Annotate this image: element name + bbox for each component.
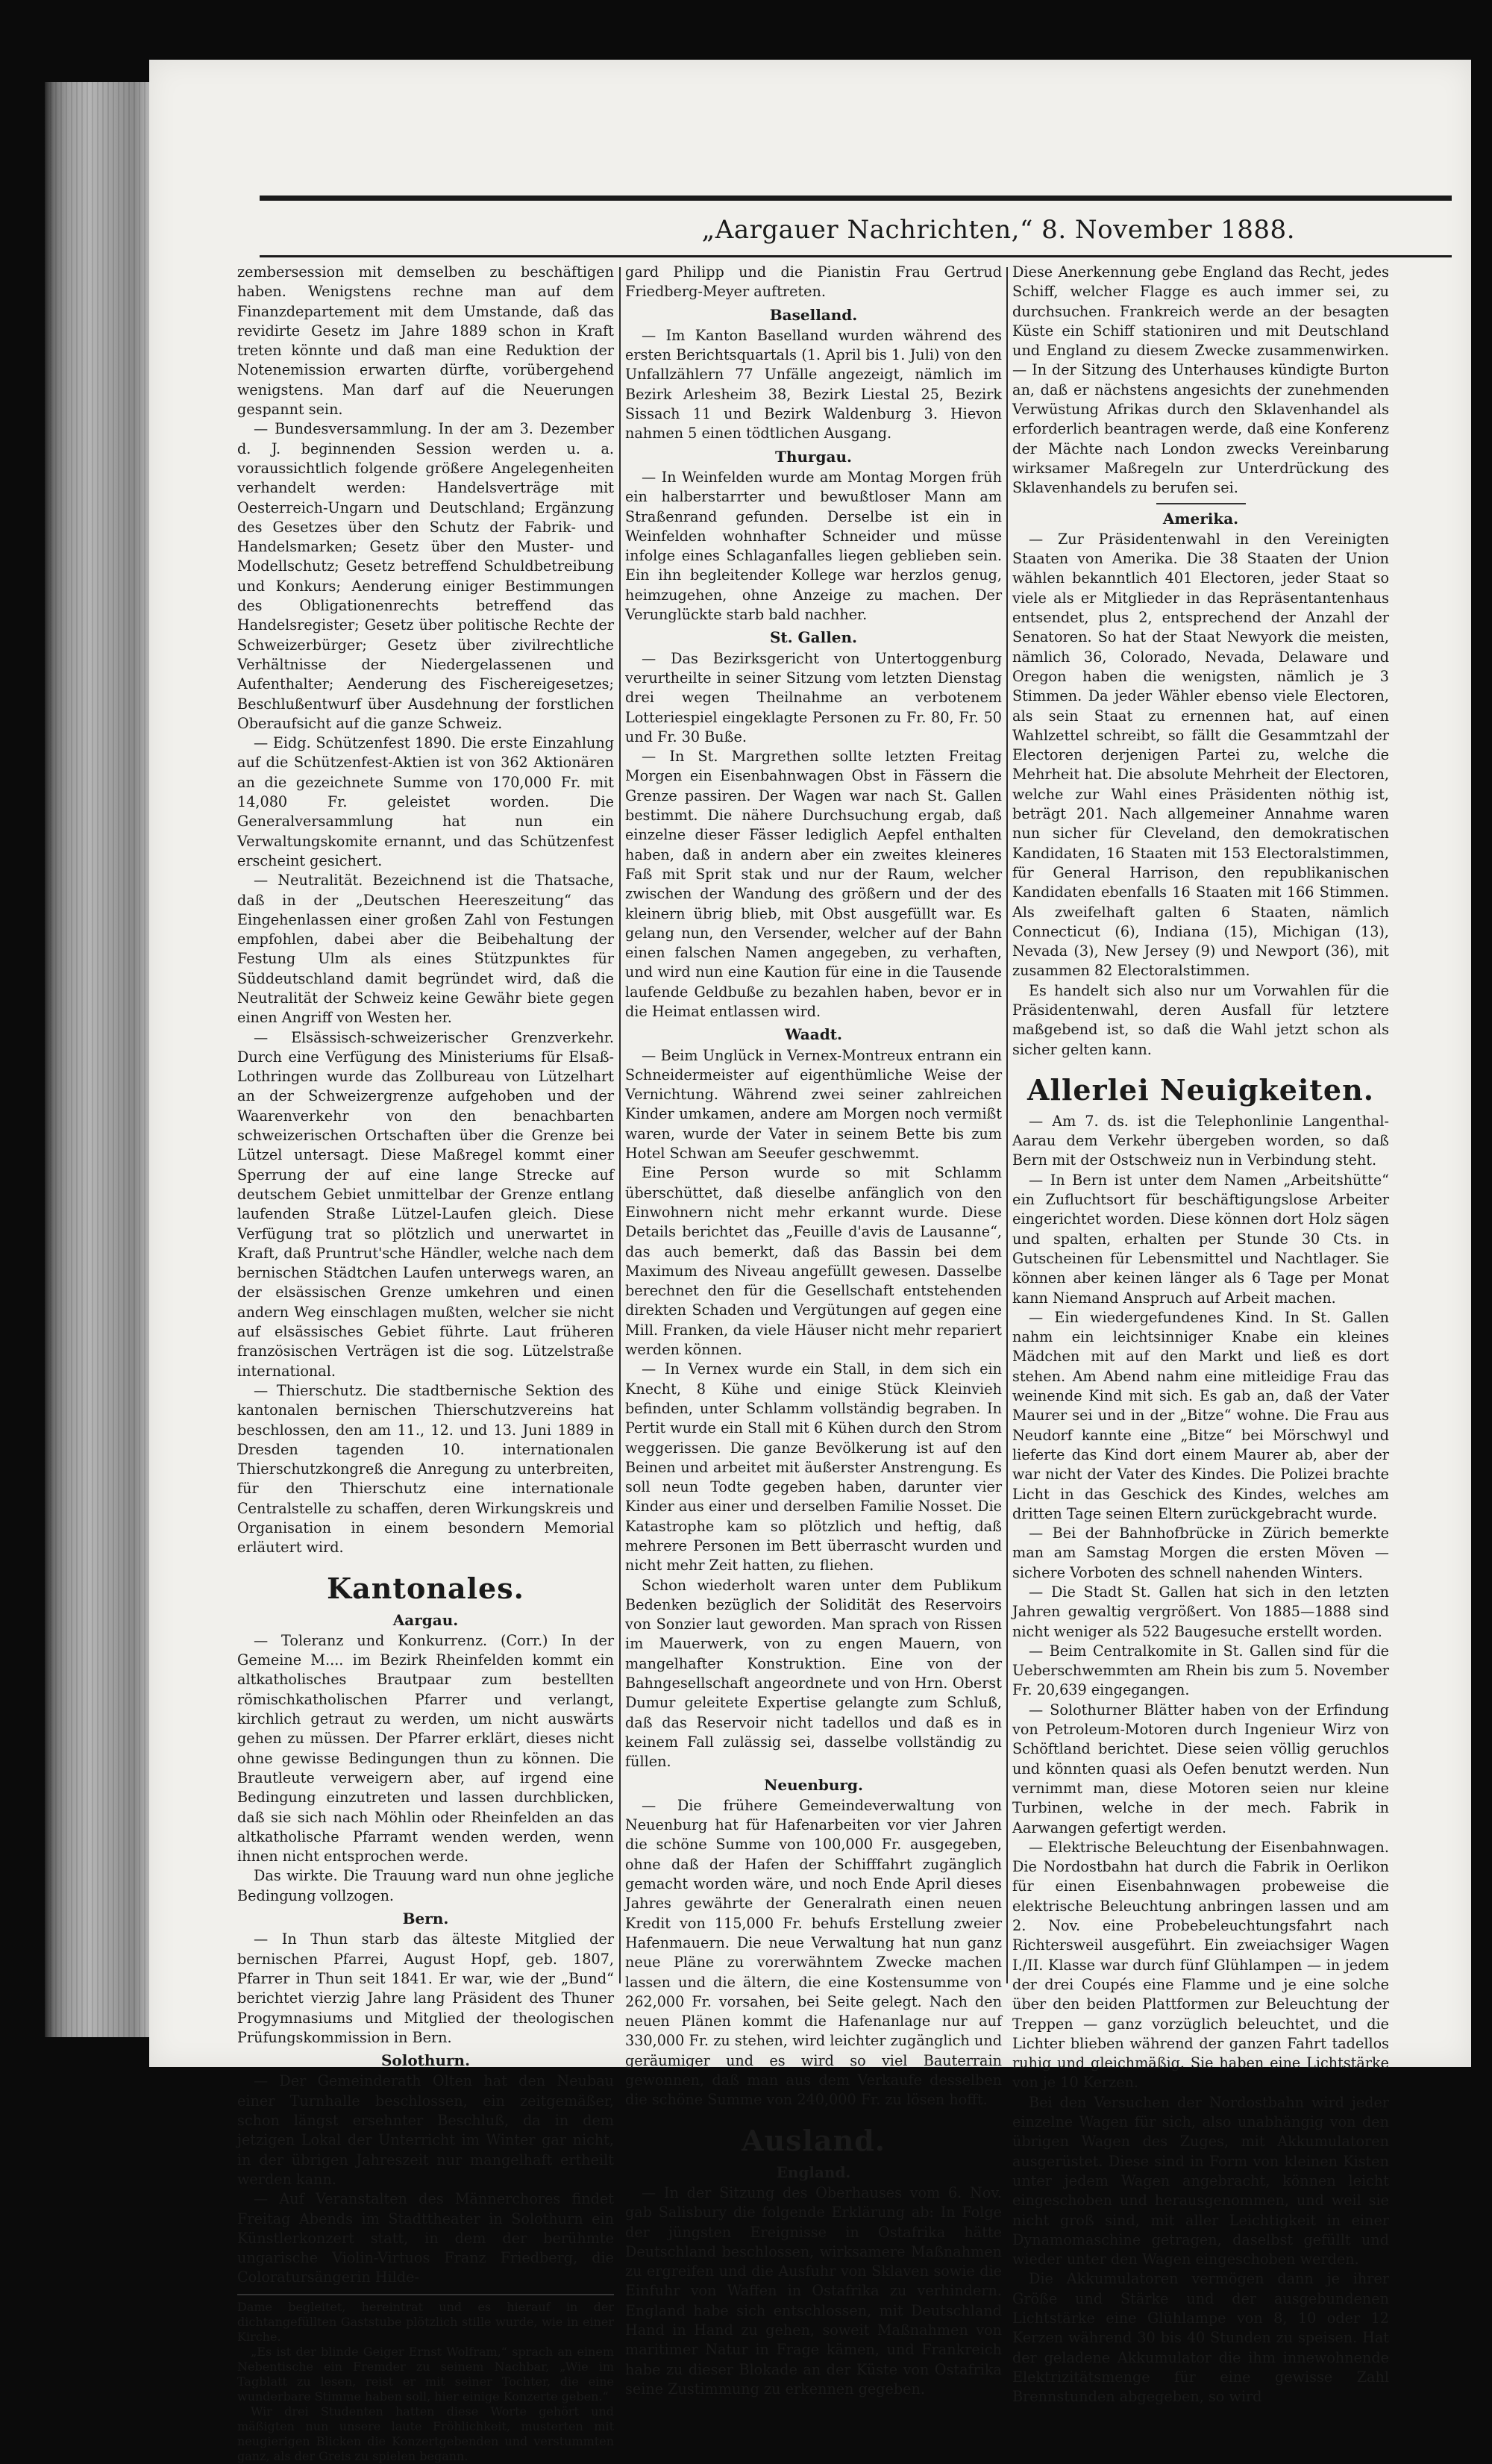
subheading: St. Gallen. <box>769 628 858 647</box>
column-2 <box>625 263 1002 2398</box>
subheading: Amerika. <box>1162 509 1239 528</box>
paragraph: — Zur Präsidentenwahl in den Vereinigten Staaten von Amerika. Die 38 Staaten der Union wählen bekanntlich 401 Electoren, jeder Staat so viele als er Mitglieder in das Repräsentantenhaus entsendet, plus 2, entsprechend der Anzahl der Senatoren. So hat der Staat Newyork die meisten, nämlich 36, Colorado, Nevada, Delaware und Oregon haben die wenigsten, nämlich je 3 Stimmen. Da jeder Wähler ebenso viele Electoren, als sein Staat zu ernennen hat, auf einen Wahlzettel schreibt, so fällt die Gesammtzahl der Electoren derjenigen Partei zu, welche die Mehrheit hat. Die absolute Mehrheit der Electoren, welche zur Wahl eines Präsidenten nöthig ist, beträgt 201. Nach allgemeiner Annahme waren nun sicher für Cleveland, den demokratischen Kandidaten, 16 Staaten mit 153 Electoralstimmen, für General Harrison, den republikanischen Kandidaten ebenfalls 16 Staaten mit 166 Stimmen. Als zweifelhaft galten 6 Staaten, nämlich Connecticut (6), Indiana (15), Michigan (13), Nevada (3), New Jersey (9) und Newport (36), mit zusammen 82 Electoralstimmen. <box>1012 530 1389 980</box>
paragraph: — Das Bezirksgericht von Untertoggenburg verurtheilte in seiner Sitzung vom letzten Dienstag drei wegen Theilnahme an verbotenem Lotteriespiel eingeklagte Personen zu Fr. 80, Fr. 50 und Fr. 30 Buße. <box>625 649 1002 745</box>
paragraph: Dame begleitet, hereintrat und es hierauf in der dichtangefüllten Gaststube plötzlich stille wurde, wie in einer Kirche. <box>237 2299 614 2344</box>
paragraph: — Die frühere Gemeindeverwaltung von Neuenburg hat für Hafenarbeiten vor vier Jahren die schöne Summe von 100,000 Fr. ausgegeben, ohne daß der Hafen der Schifffahrt zugänglich gemacht worden wäre, und noch Ende April dieses Jahres gewährte der Generalrath einen neuen Kredit von 115,000 Fr. behufs Erstellung zweier Hafenmauern. Die neue Verwaltung hat nun ganz neue Pläne zu vorerwähntem Zwecke machen lassen und die ältern, die eine Kostensumme von 262,000 Fr. vorsahen, bei Seite gelegt. Nach den neuen Plänen kommt die Hafenanlage nur auf 330,000 Fr. zu stehen, wird leichter zugänglich und geräumiger und es wird so viel Bauterrain gewonnen, daß man aus dem Verkaufe desselben die schöne Summe von 240,000 Fr. zu lösen hofft. <box>625 1796 1002 2109</box>
paragraph: zembersession mit demselben zu beschäftigen haben. Wenigstens rechne man auf dem Finanzdepartement mit dem Umstande, daß das revidirte Gesetz im Jahre 1889 schon in Kraft treten könnte und daß man eine Reduktion der Notenemission erwarten dürfte, vorübergehend wenigstens. Man darf auf die Neuerungen gespannt sein. <box>237 263 614 419</box>
paragraph: Schon wiederholt waren unter dem Publikum Bedenken bezüglich der Solidität des Reservoirs von Sonzier laut geworden. Man sprach von Rissen im Mauerwerk, von zu engen Mauern, von mangelhafter Konstruktion. Eine von der Bahngesellschaft angeordnete und von Hrn. Oberst Dumur geleitete Expertise gelangte zum Schluß, daß das Reservoir nicht tadellos und daß es in keinem Fall zulässig sei, dasselbe vollständig zu füllen. <box>625 1576 1002 1771</box>
top-rule <box>260 196 1452 201</box>
paragraph: Diese Anerkennung gebe England das Recht, jedes Schiff, welcher Flagge es auch immer sei, zu durchsuchen. Frankreich werde an der besagten Küste ein Schiff stationiren und mit Deutschland und England zu diesem Zwecke zusammenwirken. — In der Sitzung des Unterhauses kündigte Burton an, daß er nächstens angesichts der zunehmenden Verwüstung Afrikas durch den Sklavenhandel als erforderlich beantragen werde, daß eine Konferenz der Mächte nach London zwecks Vereinbarung wirksamer Maßregeln zur Unterdrückung des Sklavenhandels zu berufen sei. <box>1012 263 1389 497</box>
subheading: Aargau. <box>392 1610 459 1629</box>
paragraph: — Solothurner Blätter haben von der Erfindung von Petroleum-Motoren durch Ingenieur Wirz von Schöftland berichtet. Diese seien völlig geruchlos und könnten quasi als Oefen benutzt werden. Nun vernimmt man, diese Motoren seien nur kleine Turbinen, welche in der mech. Fabrik in Aarwangen gefertigt werden. <box>1012 1701 1389 1836</box>
paragraph: Eine Person wurde so mit Schlamm überschüttet, daß dieselbe anfänglich von den Einwohnern nicht mehr erkannt wurde. Diese Details berichtet das „Feuille d'avis de Lausanne“, das auch bemerkt, daß das Bassin bei dem Maximum des Niveau angefüllt gewesen. Dasselbe berechnet den für die Gesellschaft entstehenden direkten Schaden und Vergütungen auf gegen eine Mill. Franken, da viele Häuser nicht mehr repariert werden können. <box>625 1164 1002 1359</box>
paragraph: — Thierschutz. Die stadtbernische Sektion des kantonalen bernischen Thierschutzvereins hat beschlossen, den am 11., 12. und 13. Juni 1889 in Dresden tagenden 10. internationalen Thierschutzkongreß die Anregung zu unterbreiten, für den Thierschutz eine internationale Centralstelle zu schaffen, deren Wirkungskreis und Organisation in einem besondern Memorial erläutert wird. <box>237 1381 614 1557</box>
paragraph: Das wirkte. Die Trauung ward nun ohne jegliche Bedingung vollzogen. <box>237 1867 614 1904</box>
paragraph: „Es ist der blinde Geiger Ernst Wolfram,“ sprach an einem Nebentische ein Fremder zu seinem Nachbar, „Wie im Tagblatt zu lesen, reist er mit seiner Tochter, die eine wunderbare Stimme haben soll, hier einige Konzerte geben.“ <box>237 2344 614 2404</box>
feuilleton <box>237 2294 614 2464</box>
subheading: Waadt. <box>785 1025 842 1044</box>
subheading: Bern. <box>402 1910 449 1928</box>
column-divider <box>619 267 621 1983</box>
paragraph: — Toleranz und Konkurrenz. (Corr.) In der Gemeine M.... im Bezirk Rheinfelden kommt ein altkatholisches Brautpaar zum bestellten römischkatholischen Pfarrer und verlangt, kirchlich getraut zu werden, um nicht auswärts gehen zu müssen. Der Pfarrer erklärt, dieses nicht ohne gewisse Bedingungen thun zu können. Die Brautleute verweigern aber, auf irgend eine Bedingung einzutreten und lassen durchblicken, daß sie sich nach Möhlin oder Rheinfelden an das altkatholische Pfarramt wenden werden, wenn ihnen nicht entsprochen werde. <box>237 1631 614 1866</box>
paragraph: — In Vernex wurde ein Stall, in dem sich ein Knecht, 8 Kühe und einige Stück Kleinvieh befinden, unter Schlamm vollständig begraben. In Pertit wurde ein Stall mit 6 Kühen durch den Strom weggerissen. Die ganze Bevölkerung ist auf den Beinen und arbeitet mit äußerster Anstrengung. Es soll neun Todte gegeben haben, darunter vier Kinder aus einer und derselben Familie Nosset. Die Katastrophe kam so plötzlich und heftig, daß mehrere Personen im Bett überrascht wurden und nicht mehr Zeit hatten, zu fliehen. <box>625 1360 1002 1575</box>
paragraph: — Neutralität. Bezeichnend ist die Thatsache, daß in der „Deutschen Heereszeitung“ das Eingehenlassen einer großen Zahl von Festungen empfohlen, dabei aber die Beibehaltung der Festung Ulm als eines Stützpunktes für Süddeutschland damit begründet wird, daß die Neutralität der Schweiz keine Gewähr biete gegen einen Angriff von Westen her. <box>237 872 614 1027</box>
subheading: Neuenburg. <box>764 1775 863 1794</box>
page-header <box>260 209 1452 251</box>
paragraph: — Elsässisch-schweizerischer Grenzverkehr. Durch eine Verfügung des Ministeriums für Elsaß-Lothringen wurde das Zollbureau von Lützelhart an der Schweizergrenze aufgehoben und der Waarenverkehr von den benachbarten schweizerischen Ortschaften über die Grenze bei Lützel untersagt. Diese Maßregel kommt einer Sperrung der auf eine lange Strecke auf deutschem Gebiet unmittelbar der Grenze entlang laufenden Straße Lützel-Laufen gleich. Diese Verfügung trat so plötzlich und unerwartet in Kraft, daß Pruntrut'sche Händler, welche nach dem bernischen Städtchen Laufen unterwegs waren, an der elsässischen Grenze umkehren und einen andern Weg einschlagen mußten, welcher sie nicht auf elsässisches Gebiet führte. Laut früheren französischen Verträgen ist die sog. Lützelstraße international. <box>237 1028 614 1380</box>
paragraph: Wir drei Studenten hatten diese Worte gehört und mäßigten nun unsere laute Fröhlichkeit, musterten mit neugierigen Blicken die Konzertgebenden und verstummten ganz, als der Greis zu spielen begann. <box>237 2404 614 2463</box>
section-heading: Ausland. <box>742 2123 886 2157</box>
column-divider <box>1006 267 1008 1983</box>
paragraph: — In Bern ist unter dem Namen „Arbeitshütte“ ein Zufluchtsort für beschäftigungslose Arbeiter eingerichtet worden. Diese können dort Holz sägen und spalten, erhalten per Stunde 30 Cts. in Gutscheinen für Lebensmittel und Nachtlager. Sie können aber keinen länger als 6 Tage per Monat kann Niemand Anspruch auf Arbeit machen. <box>1012 1171 1389 1307</box>
column-3 <box>1012 263 1389 2406</box>
paragraph: — In St. Margrethen sollte letzten Freitag Morgen ein Eisenbahnwagen Obst in Fässern die Grenze passiren. Der Wagen war nach St. Gallen bestimmt. Die nähere Durchsuchung ergab, daß einzelne dieser Fässer lediglich Aepfel enthalten haben, daß in andern aber ein zweites kleineres Faß mit Sprit stak und nur der Raum, welcher zwischen der Wandung des größern und der des kleinern übrig blieb, mit Obst ausgefüllt war. Es gelang nun, den Versender, welcher auf der Bahn einen falschen Namen angegeben, zu verhaften, und wird nun eine Kaution für eine in die Tausende laufende Geldbuße zu bezahlen haben, bevor er in die Heimat entlassen wird. <box>625 748 1002 1020</box>
paragraph: Es handelt sich also nur um Vorwahlen für die Präsidentenwahl, deren Ausfall für letztere maßgebend ist, so daß die Wahl jetzt schon als sicher gelten kann. <box>1012 981 1389 1058</box>
divider <box>1156 503 1246 504</box>
paragraph: — In Weinfelden wurde am Montag Morgen früh ein halberstarrter und bewußtloser Mann am Straßenrand gefunden. Derselbe ist ein in Weinfelden wohnhafter Schneider und müsse infolge eines Schlaganfalles liegen geblieben sein. Ein ihn begleitender Kollege war herzlos genug, heimzugehen, ohne Anzeige zu machen. Der Verunglückte starb bald nachher. <box>625 468 1002 624</box>
paragraph: — Eidg. Schützenfest 1890. Die erste Einzahlung auf die Schützenfest-Aktien ist von 362 Aktionären an die gezeichnete Summe von 170,000 Fr. mit 14,080 Fr. geleistet worden. Die Generalversammlung hat nun ein Verwaltungskomite ernannt, und das Schützenfest erscheint gesichert. <box>237 734 614 869</box>
section-heading: Kantonales. <box>327 1571 524 1605</box>
paragraph: — Auf Veranstalten des Männerchores findet Freitag Abends im Stadttheater in Solothurn ein Künstlerkonzert statt, in dem der berühmte ungarische Violin-Virtuos Franz Friedberg, die Coloratursängerin Hilde- <box>237 2190 614 2286</box>
paragraph: — In Thun starb das älteste Mitglied der bernischen Pfarrei, August Hopf, geb. 1807, Pfarrer in Thun seit 1841. Er war, wie der „Bund“ berichtet vierzig Jahre lang Präsident des Thuner Progymnasiums und Mitglied der theologischen Prüfungskommission in Bern. <box>237 1930 614 2046</box>
column-1 <box>237 263 614 2463</box>
subheading: Thurgau. <box>775 447 852 466</box>
paragraph: — Beim Centralkomite in St. Gallen sind für die Ueberschwemmten am Rhein bis zum 5. November Fr. 20,639 eingegangen. <box>1012 1642 1389 1699</box>
paragraph: Bei den Versuchen der Nordostbahn wird jeder einzelne Wagen für sich, also unabhängig von den übrigen Wagen des Zuges, mit Akkumulatoren ausgerüstet. Diese sind in Form von kleinen Kisten unter jedem Wagen angebracht, können leicht eingeschoben und herausgenommen, und weil sie nicht groß sind, mit aller Leichtigkeit in einer Dynamomaschine getragen, daselbst gefüllt und wieder unter den Wagen eingeschoben werden. <box>1012 2093 1389 2268</box>
subheading: Solothurn. <box>380 2051 471 2070</box>
paragraph: — Im Kanton Baselland wurden während des ersten Berichtsquartals (1. April bis 1. Juli) von den Unfallzählern 77 Unfälle angezeigt, nämlich im Bezirk Arlesheim 38, Bezirk Liestal 25, Bezirk Sissach 11 und Bezirk Waldenburg 3. Hievon nahmen 5 einen tödtlichen Ausgang. <box>625 326 1002 443</box>
paragraph: Die Akkumulatoren vermögen dann je ihrer Größe und Stärke und der ausgebundenen Lichtstärke eine Glühlampe von 8, 10 oder 12 Kerzen während 30 bis 40 Stunden zu speisen. Hat der geladene Akkumulator die ihm innewohnende Elektrizitätsmenge für eine gewisse Zahl Brennstunden abgegeben, so wird <box>1012 2270 1389 2406</box>
paragraph: — Am 7. ds. ist die Telephonlinie Langenthal-Aarau dem Verkehr übergeben worden, so daß Bern mit der Ostschweiz nun in Verbindung steht. <box>1012 1112 1389 1169</box>
paragraph: gard Philipp und die Pianistin Frau Gertrud Friedberg-Meyer auftreten. <box>625 263 1002 301</box>
paragraph: — Die Stadt St. Gallen hat sich in den letzten Jahren gewaltig vergrößert. Von 1885—1888 sind nicht weniger als 522 Baugesuche erstellt worden. <box>1012 1583 1389 1640</box>
paragraph: — Elektrische Beleuchtung der Eisenbahnwagen. Die Nordostbahn hat durch die Fabrik in Oerlikon für einen Eisenbahnwagen probeweise die elektrische Beleuchtung anbringen lassen und am 2. Nov. eine Probebeleuchtungsfahrt nach Richtersweil ausgeführt. Ein zweiachsiger Wagen I./II. Klasse war durch fünf Glühlampen — in jedem der drei Coupés eine Flamme und je eine solche über den beiden Plattformen zur Beleuchtung der Treppen — ganz vorzüglich beleuchtet, und die Lichter blieben während der ganzen Fahrt tadellos ruhig und gleichmäßig. Sie haben eine Lichtstärke von je 10 Kerzen. <box>1012 1838 1389 2092</box>
newspaper-page <box>149 60 1471 2463</box>
page-title: „Aargauer Nachrichten,“ 8. November 1888. <box>701 215 1295 245</box>
subheading: England. <box>776 2163 851 2181</box>
book-binding <box>45 82 157 2037</box>
paragraph: — Ein wiedergefundenes Kind. In St. Gallen nahm ein leichtsinniger Knabe ein kleines Mädchen mit auf den Markt und ließ es dort stehen. Am Abend nahm eine mitleidige Frau das weinende Kind mit sich. Es gab an, daß der Vater Maurer sei und in der „Bitze“ wohne. Die Frau aus Neudorf kannte eine „Bitze“ bei Mörschwyl und lieferte das Kind dort einem Maurer ab, aber der war nicht der Vater des Kindes. Die Polizei brachte Licht in das Geschick des Kindes, welches am dritten Tage seinen Eltern zurückgebracht wurde. <box>1012 1308 1389 1522</box>
paragraph: — Bei der Bahnhofbrücke in Zürich bemerkte man am Samstag Morgen die ersten Möven — sichere Vorboten des schnell nahenden Winters. <box>1012 1525 1389 1581</box>
paragraph: — Der Gemeinderath Olten hat den Neubau einer Turnhalle beschlossen, ein zeitgemäßer, schon längst ersehnter Beschluß, da in dem jetzigen Lokal der Unterricht im Winter gar nicht, in der übrigen Jahreszeit nur mangelhaft ertheilt werden kann. <box>237 2072 614 2188</box>
paragraph: — Bundesversammlung. In der am 3. Dezember d. J. beginnenden Session werden u. a. voraussichtlich folgende größere Angelegenheiten verhandelt werden: Handelsverträge mit Oesterreich-Ungarn und Deutschland; Ergänzung des Gesetzes über den Schutz der Fabrik- und Handelsmarken; Gesetz über den Muster- und Modellschutz; Gesetz betreffend Schuldbetreibung und Konkurs; Aenderung einiger Bestimmungen des Obligationenrechts betreffend das Handelsregister; Gesetz über politische Rechte der Schweizerbürger; Gesetz über zivilrechtliche Verhältnisse der Niedergelassenen und Aufenthalter; Aenderung des Fischereigesetzes; Beschlußentwurf über Ausdehnung der forstlichen Oberaufsicht auf die ganze Schweiz. <box>237 420 614 732</box>
header-rule <box>260 255 1452 257</box>
section-heading: Allerlei Neuigkeiten. <box>1027 1072 1374 1107</box>
subheading: Baselland. <box>769 305 858 324</box>
paragraph: — In der Sitzung des Oberhauses vom 6. Nov. gab Salisbury die folgende Erklärung ab: In Folge der jüngsten Ereignisse in Ostafrika hätte Deutschland beschlossen, wirksamere Maßnahmen zu ergreifen und die Ausfuhr von Sklaven sowie die Einfuhr von Waffen in Ostafrika zu verhindern. England habe sich entschlossen, mit Deutschland Hand in Hand zu gehen, soweit Maßnahmen von maritimer Natur in Frage kämen, und Frankreich habe zu dieser Blokade an der Küste von Ostafrika seine Zustimmung zu erkennen gegeben. <box>625 2183 1002 2398</box>
paragraph: — Beim Unglück in Vernex-Montreux entrann ein Schneidermeister auf eigenthümliche Weise der Vernichtung. Während zwei seiner zahlreichen Kinder umkamen, andere am Morgen noch vermißt waren, wurde der Vater in seinem Bette bis zum Hotel Schwan am Seeufer geschwemmt. <box>625 1046 1002 1163</box>
